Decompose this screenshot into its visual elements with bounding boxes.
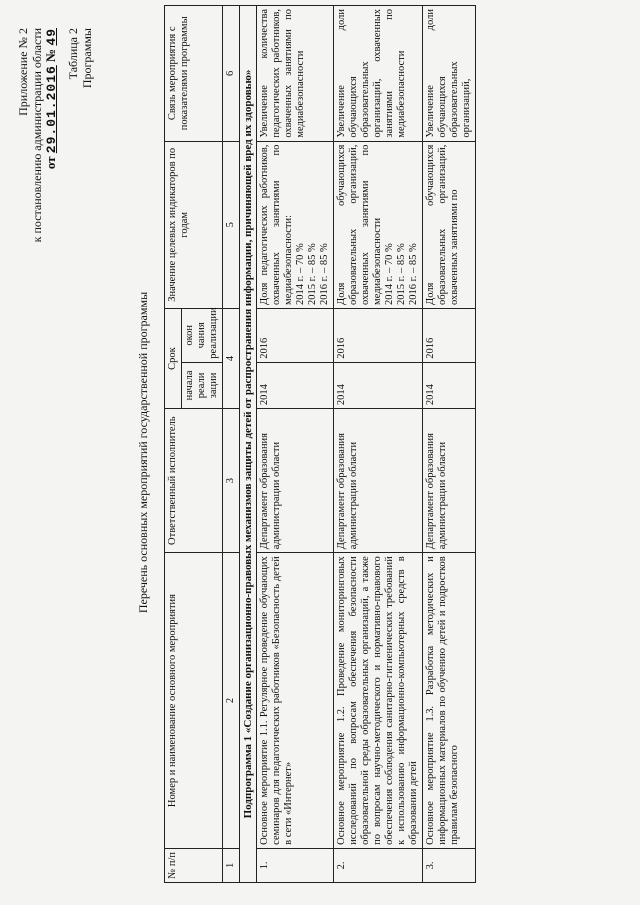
row-number: 1. [257,848,334,882]
measure-name: Основное мероприятие 1.2. Проведение мониторинговых исследований по вопросам обеспечения безопасности образовательной среды образовательных организаций, а также по вопросам научно-методического и нормативно-правового обеспечения соблюдения санитарно-гигиенических требований к использованию информационно-компьютерных средств в образовании детей [334,553,423,849]
col-number: 6 [223,6,240,142]
ref-number: 49 [44,28,59,46]
measure-name [423,553,476,849]
indicator-cell [334,141,423,308]
term-start: 2014 [257,362,334,408]
indicator-cell [423,141,476,308]
col-header-name: Номер и наименование основного мероприятия [165,553,223,849]
measure-executor: Департамент образования администрации области [423,409,476,553]
indicator-text: Доля обучающихся образовательных организаций, охваченных занятиями по медиабезопасности [336,144,383,305]
table-row [257,6,334,883]
indicator-year: 2015 г. – 85 % [396,243,407,305]
indicator-cell [257,141,334,308]
col-header-num: № п/п [165,848,223,882]
term-start: 2014 [334,362,423,408]
indicator-year: 2016 г. – 85 % [319,243,330,305]
page-title: Перечень основных мероприятий государственной программы [136,291,150,614]
appendix-resolution-line: к постановлению администрации области [30,28,44,243]
ref-prefix: от [43,156,58,170]
measures-table [164,5,476,883]
measure-name-text: Основное мероприятие 1.3. Разработка методических и информационных материалов по обучению детей и подростков правилам безопасного [425,556,460,845]
measure-name: Основное мероприятие 1.1. Регулярное проведение обучающих семинаров для педагогических работников «Безопасность детей в сети «Интернет» [257,553,334,849]
indicator-year: 2014 г. – 70 % [384,243,395,305]
subprogram-row [240,6,257,883]
appendix-line: Приложение № 2 [16,28,30,116]
col-header-start: начала реали зации [182,362,223,408]
indicator-year: 2014 г. – 70 % [295,243,306,305]
document-reference [44,28,59,242]
measure-executor: Департамент образования администрации области [334,409,423,553]
term-end: 2016 [423,308,476,362]
indicator-year: 2015 г. – 85 % [307,243,318,305]
table-label-block [66,28,94,88]
col-number: 2 [223,553,240,849]
table-subtitle: Программы [80,28,94,89]
ref-number-label: № [43,48,58,62]
col-header-executor: Ответственный исполнитель [165,409,223,553]
row-number: 3. [423,848,476,882]
col-header-term: Срок [165,308,182,408]
program-link [423,6,476,142]
program-link-text: Увеличение доли обучающихся образовательных организаций, [425,9,472,138]
col-number: 3 [223,409,240,553]
col-number: 1 [223,848,240,882]
subprogram-title: Подпрограмма 1 «Создание организационно-правовых механизмов защиты детей от распространения информации, причиняющей вред их здоровью» [240,6,257,883]
term-start: 2014 [423,362,476,408]
table-row [334,6,423,883]
table-label: Таблица 2 [66,28,80,80]
table-row [423,6,476,883]
program-link: Увеличение количества педагогических работников, охваченных занятиями по медиабезопасности [257,6,334,142]
col-header-indicators: Значение целевых индикаторов по годам [165,141,223,308]
col-header-link: Связь мероприятия с показателями программы [165,6,223,142]
term-end: 2016 [334,308,423,362]
appendix-header [16,28,59,242]
indicator-year: 2016 г. – 85 % [408,243,419,305]
col-number: 4 [223,308,240,408]
indicator-text: Доля педагогических работников, охваченных занятиями по медиабезопасности: [259,144,294,305]
col-header-end: окон чания реализации [182,308,223,362]
ref-date: 29.01.2016 [44,65,59,154]
row-number: 2. [334,848,423,882]
program-link: Увеличение доли обучающихся образовательных организаций, охваченных занятиями по медиабезопасности [334,6,423,142]
measure-executor: Департамент образования администрации области [257,409,334,553]
col-number: 5 [223,141,240,308]
term-end: 2016 [257,308,334,362]
indicator-text: Доля обучающихся образовательных организаций, охваченных занятиями по [425,144,460,305]
